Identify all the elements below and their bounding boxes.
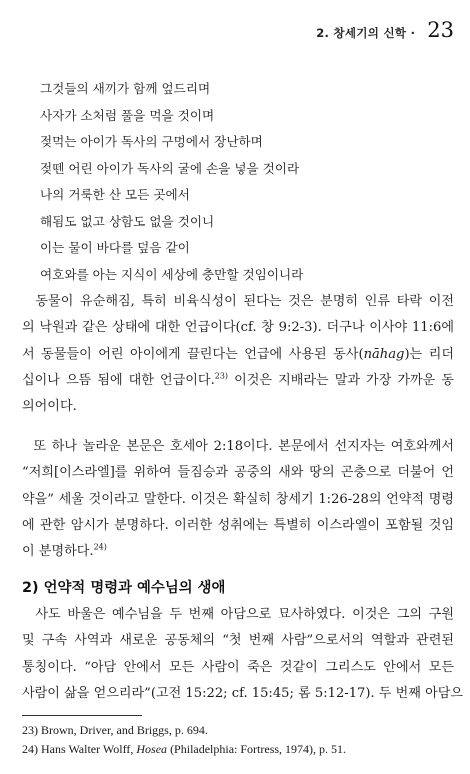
footnote-23: 23) Brown, Driver, and Briggs, p. 694. — [22, 723, 208, 737]
verse-line: 사자가 소처럼 풀을 먹을 것이며 — [40, 107, 215, 123]
text-line: 십이나 으뜸 됨에 대한 언급이다.$^{23)}$ 이것은 지배라는 말과 가장 가까운 동 — [22, 371, 455, 388]
text-line: 에 관한 암시가 분명하다. 이러한 성취에는 특별히 이스라엘이 포함될 것임 — [22, 517, 454, 533]
text-line: 또 하나 놀라운 본문은 호세아 2:18이다. 본문에서 선지자는 여호와께서 — [33, 439, 455, 454]
text-line: 통칭이다. “아담 안에서 모든 사람이 죽은 것같이 그리스도 안에서 모든 — [22, 659, 454, 675]
text-line: 약을” 세울 것이라고 말한다. 이것은 확실히 창세기 1:26-28의 언약적 명령 — [22, 491, 454, 507]
verse-line: 나의 거룩한 산 모든 곳에서 — [40, 187, 190, 202]
body-paragraph-animals — [22, 289, 454, 420]
text-line: 서 동물들이 어린 아이에게 끌린다는 언급에 사용된 동사(nāhag)는 리더 — [22, 346, 454, 362]
footnote-ref-23: 23) — [214, 371, 229, 381]
footnote-divider — [22, 715, 142, 716]
body-paragraph-second-adam — [22, 602, 464, 707]
book-title: Hosea — [136, 742, 168, 756]
footnote-ref-24: 24) — [93, 542, 107, 552]
verse-line: 그것들의 새끼가 함께 엎드리며 — [40, 81, 211, 96]
text-line: 의어이다. — [22, 399, 77, 415]
hebrew-term: nāhag — [363, 346, 405, 362]
text-line: “저희[이스라엘]를 위하여 들짐승과 공중의 새와 땅의 곤충으로 더불어 언 — [22, 465, 454, 481]
verse-line: 젖뗀 어린 아이가 독사의 굴에 손을 넣을 것이라 — [40, 160, 300, 176]
verse-line: 여호와를 아는 지식이 세상에 충만할 것임이니라 — [40, 266, 304, 282]
text-line: 사도 바울은 예수님을 두 번째 아담으로 묘사하였다. 이것은 그의 구원 — [35, 607, 455, 622]
verse-line: 해됨도 없고 상함도 없을 것이니 — [40, 213, 215, 229]
running-title: 2. 창세기의 신학 · — [316, 26, 416, 40]
section-heading: 2) 언약적 명령과 예수님의 생애 — [22, 580, 226, 596]
verse-line: 이는 물이 바다를 덮음 같이 — [40, 240, 190, 255]
text-line: 이 분명하다.$^{24)}$ — [22, 542, 107, 560]
text-line: 사람이 삶을 얻으리라”(고전 15:22; cf. 15:45; 롬 5:12-17). 두 번째 아담으 — [22, 685, 464, 701]
text-line: 의 낙원과 같은 상태에 대한 언급이다(cf. 창 9:2-3). 더구나 이사야 11:6에 — [22, 320, 454, 336]
page-number: 23 — [427, 18, 454, 42]
verse-line: 젖먹는 아이가 독사의 구멍에서 장난하며 — [40, 134, 263, 149]
body-paragraph-hosea — [22, 434, 454, 565]
footnotes — [22, 721, 346, 759]
text-line: 동물이 유순해짐, 특히 비육식성이 된다는 것은 분명히 인류 타락 이전 — [35, 294, 455, 309]
running-header — [316, 18, 454, 42]
text-line: 및 구속 사역과 새로운 공동체의 “첫 번째 사람”으로서의 역할과 관련된 — [22, 633, 454, 649]
quoted-verse-block — [40, 76, 450, 288]
footnote-24: 24) Hans Walter Wolff, Hosea (Philadelphia: Fortress, 1974), p. 51. — [22, 742, 347, 756]
